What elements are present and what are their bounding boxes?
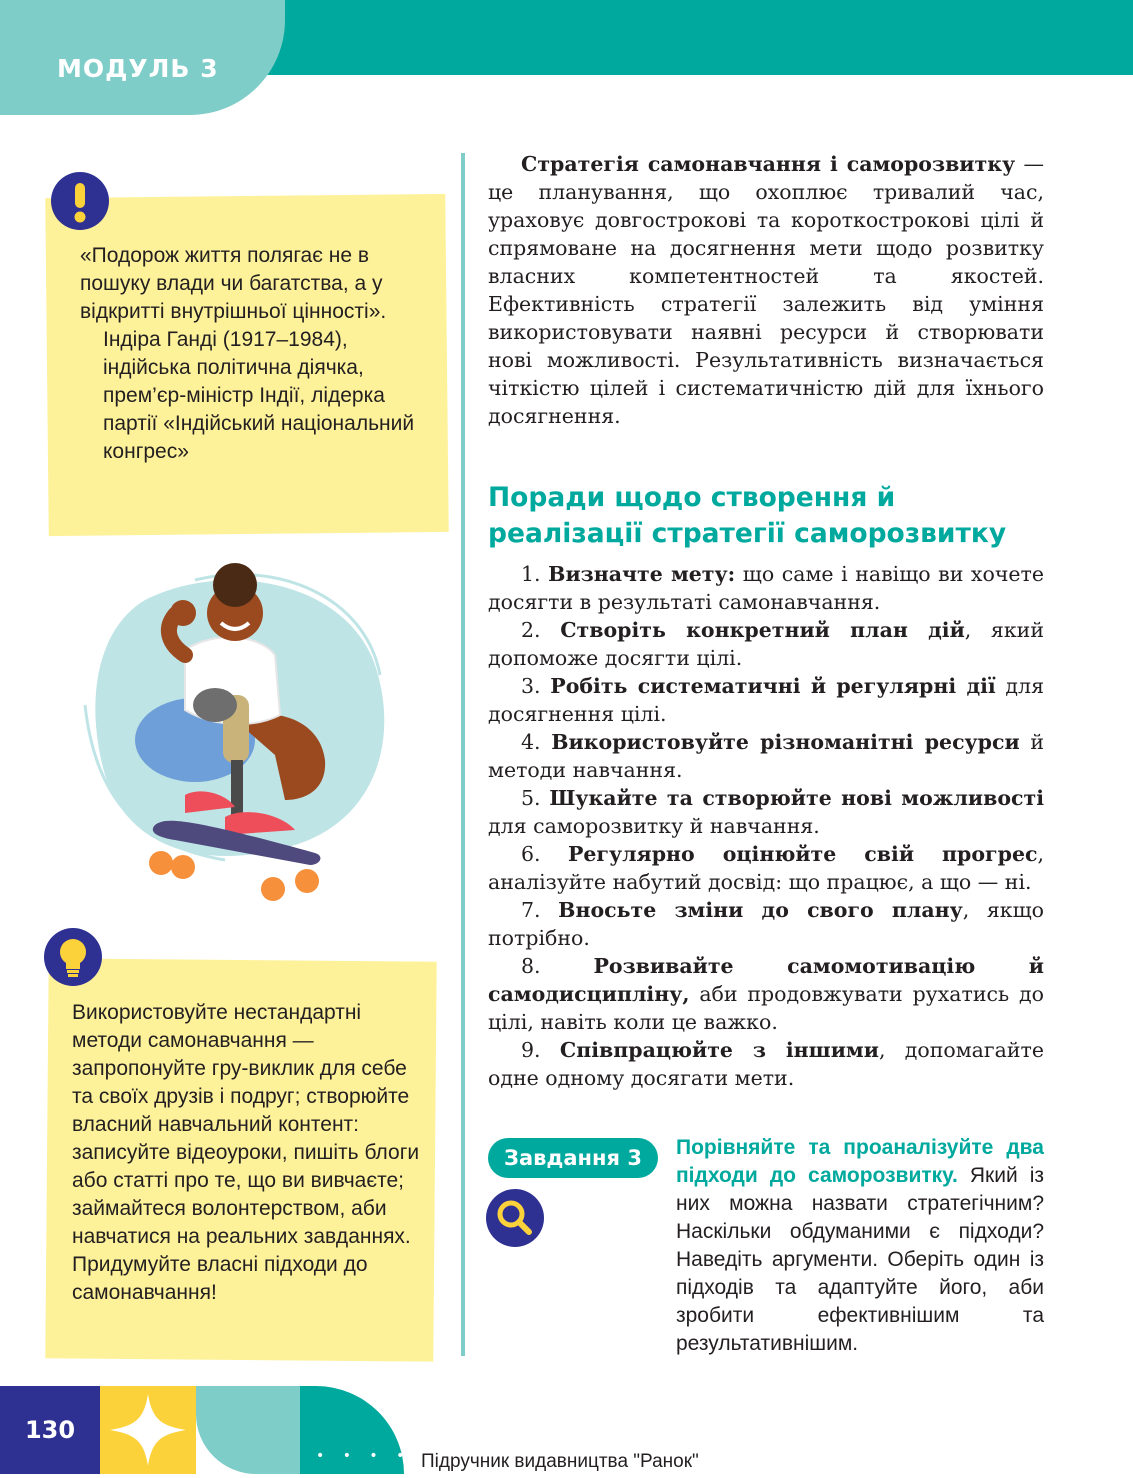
magnifier-icon — [486, 1189, 544, 1247]
task-text — [676, 1134, 1044, 1358]
task-lead: Порівняйте та проаналізуйте два підходи до саморозвитку. — [676, 1136, 1044, 1187]
list-item: 6. Регулярно оцінюйте свій прогрес, аналізуйте набутий досвід: що працює, а що — ні. — [488, 842, 1044, 894]
column-divider — [461, 153, 465, 1356]
list-item: 3. Робіть систематичні й регулярні дії для досягнення цілі. — [488, 674, 1045, 726]
quote-author: Індіра Ганді (1917–1984), індійська політична діячка, прем’єр-міністр Індії, лідерка партії «Індійський національний конгрес» — [103, 328, 415, 463]
list-item: 7. Вносьте зміни до свого плану, якщо потрібно. — [488, 898, 1045, 950]
sparkle-star-icon — [100, 1386, 196, 1474]
list-item: 2. Створіть конкретний план дій, який допоможе досягти цілі. — [488, 618, 1044, 670]
lightbulb-icon — [44, 928, 102, 986]
task-label: Завдання 3 — [488, 1138, 658, 1178]
definition-text: — це планування, що охоплює тривалий час, ураховує довгострокові та короткострокові цілі й спрямоване на досягнення мети щодо розвитку власних компетентностей та якостей. Ефективність стратегії залежить від уміння використовувати наявні ресурси й створювати нові можливості. Результативність визначається чіткістю цілей і систематичністю дій для їхнього досягнення. — [488, 152, 1044, 428]
skateboarder-illustration — [75, 555, 405, 910]
quote-block — [80, 242, 425, 466]
list-item: 1. Визначте мету: що саме і навіщо ви хочете досягти в результаті самонавчання. — [488, 562, 1044, 614]
footer-teal-block — [196, 1386, 300, 1474]
list-item: 9. Співпрацюйте з іншими, допомагайте одне одному досягати мети. — [488, 1038, 1044, 1090]
task-body: Який із них можна назвати стратегічним? Наскільки обдуманими є підходи? Наведіть аргументи. Оберіть один із підходів та адаптуйте його, аби зробити ефективнішим та результативнішим. — [676, 1164, 1045, 1355]
list-item: 4. Використовуйте різноманітні ресурси й методи навчання. — [488, 730, 1044, 782]
list-item: 5. Шукайте та створюйте нові можливості для саморозвитку й навчання. — [488, 786, 1044, 838]
list-item: 8. Розвивайте самомотивацію й самодисципліну, аби продовжувати рухатись до цілі, навіть коли це важко. — [488, 954, 1044, 1034]
publisher-text: Підручник видавництва "Ранок" — [421, 1451, 699, 1472]
definition-term: Стратегія самонавчання і саморозвитку — [521, 152, 1016, 176]
quote-text: «Подорож життя полягає не в пошуку влади чи багатства, а у відкритті внутрішньої цінності». — [80, 244, 387, 323]
footer-yellow-block — [100, 1386, 196, 1474]
module-title: МОДУЛЬ 3 — [57, 54, 219, 83]
page-number: 130 — [0, 1386, 100, 1474]
footer-dots: • • • • — [316, 1448, 412, 1464]
tips-list — [488, 560, 1044, 1092]
tip-text: Використовуйте нестандартні методи самонавчання — запропонуйте гру-виклик для себе та своїх друзів і подруг; створюйте власний навчальний контент: записуйте відеоуроки, пишіть блоги або статті про те, що ви вивчаєте; займайтеся волонтерством, аби навчатися на реальних завданнях. Придумуйте власні підходи до самонавчання! — [72, 1001, 420, 1304]
exclamation-icon — [51, 172, 109, 230]
definition-paragraph — [488, 150, 1044, 430]
section-title: Поради щодо створення й реалізації стратегії саморозвитку — [488, 482, 1007, 549]
